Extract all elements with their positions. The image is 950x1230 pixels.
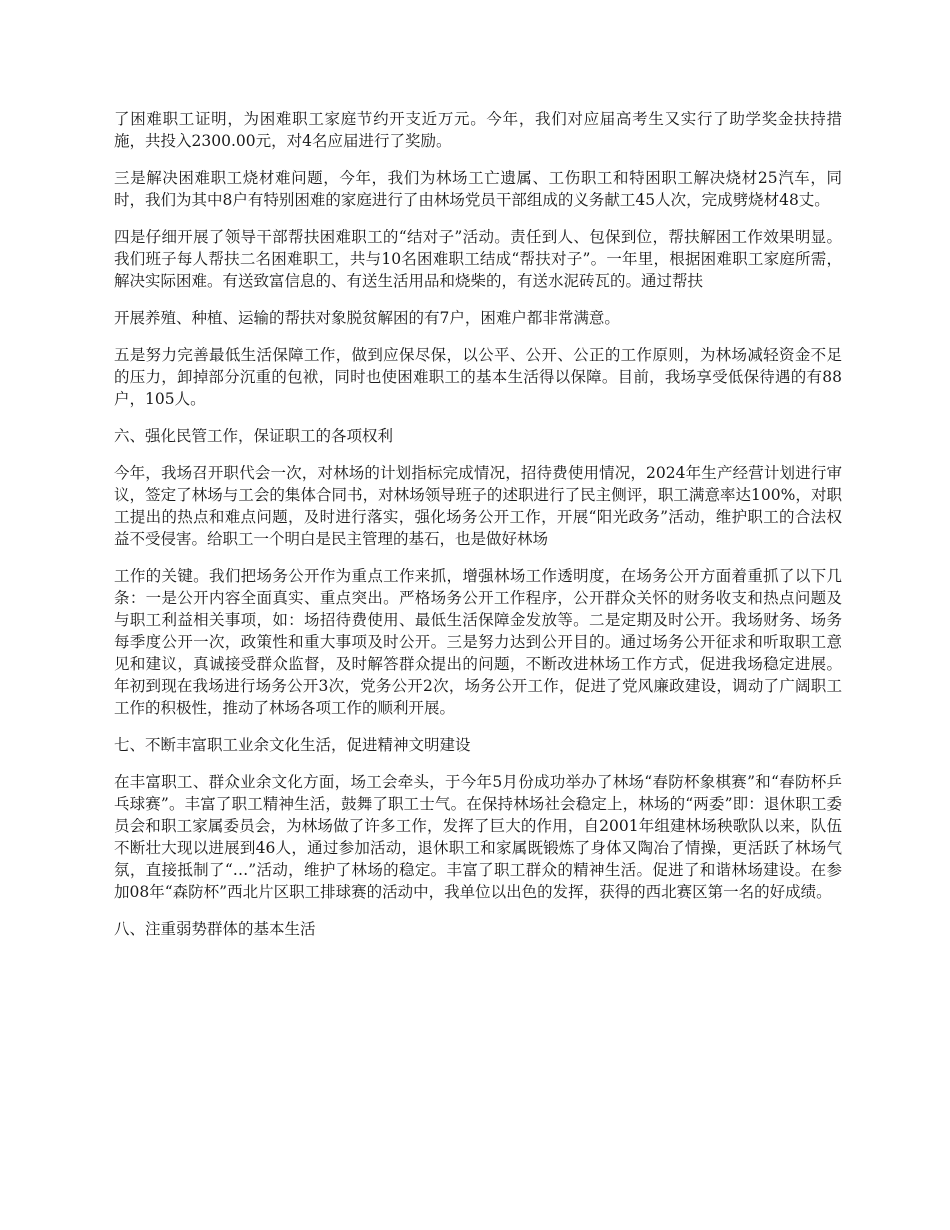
paragraph-hardship-certificate: 了困难职工证明，为困难职工家庭节约开支近万元。今年，我们对应届高考生又实行了助学奖金扶持措施，共投入2300.00元，对4名应届进行了奖励。	[114, 110, 842, 150]
paragraph-pairing-assistance: 四是仔细开展了领导干部帮扶困难职工的“结对子”活动。责任到人、包保到位，帮扶解困工作效果明显。我们班子每人帮扶二名困难职工，共与10名困难职工结成“帮扶对子”。一年里，根据困难职工家庭所需，解决实际困难。有送致富信息的、有送生活用品和烧柴的，有送水泥砖瓦的。通过帮扶	[114, 228, 842, 290]
paragraph-workers-congress: 今年，我场召开职代会一次，对林场的计划指标完成情况，招待费使用情况，2024年生产经营计划进行审议，签定了林场与工会的集体合同书，对林场领导班子的述职进行了民主侧评，职工满意率达100%，对职工提出的热点和难点问题，及时进行落实，强化场务公开工作，开展“阳光政务”活动，维护职工的合法权益不受侵害。给职工一个明白是民主管理的基石，也是做好林场	[114, 464, 842, 548]
paragraph-affairs-disclosure: 工作的关键。我们把场务公开作为重点工作来抓，增强林场工作透明度，在场务公开方面着重抓了以下几条：一是公开内容全面真实、重点突出。严格场务公开工作程序，公开群众关怀的财务收支和热点问题及与职工利益相关事项，如：场招待费使用、最低生活保障金发放等。二是定期及时公开。我场财务、场务每季度公开一次，政策性和重大事项及时公开。三是努力达到公开目的。通过场务公开征求和听取职工意见和建议，真诚接受群众监督，及时解答群众提出的问题，不断改进林场工作方式，促进我场稳定进展。年初到现在我场进行场务公开3次，党务公开2次，场务公开工作，促进了党风廉政建设，调动了广阔职工工作的积极性，推动了林场各项工作的顺利开展。	[114, 567, 842, 717]
section-heading-vulnerable-groups: 八、注重弱势群体的基本生活	[114, 920, 316, 938]
paragraph-minimum-living-security: 五是努力完善最低生活保障工作，做到应保尽保，以公平、公开、公正的工作原则，为林场减轻资金不足的压力，卸掉部分沉重的包袱，同时也使困难职工的基本生活得以保障。目前，我场享受低保待遇的有88户，105人。	[114, 346, 842, 408]
section-heading-cultural-life: 七、不断丰富职工业余文化生活，促进精神文明建设	[114, 736, 471, 754]
paragraph-cultural-activities: 在丰富职工、群众业余文化方面，场工会牵头，于今年5月份成功举办了林场“春防杯象棋赛”和“春防杯乒乓球赛”。丰富了职工精神生活，鼓舞了职工士气。在保持林场社会稳定上，林场的“两委”即：退休职工委员会和职工家属委员会，为林场做了许多工作，发挥了巨大的作用，自2001年组建林场秧歌队以来，队伍不断壮大现以进展到46人，通过参加活动，退休职工和家属既锻炼了身体又陶冶了情操，更活跃了林场气氛，直接抵制了“…”活动，维护了林场的稳定。丰富了职工群众的精神生活。促进了和谐林场建设。在参加08年“森防杯”西北片区职工排球赛的活动中，我单位以出色的发挥，获得的西北赛区第一名的好成绩。	[114, 773, 842, 901]
paragraph-poverty-relief-result: 开展养殖、种植、运输的帮扶对象脱贫解困的有7户，困难户都非常满意。	[114, 309, 620, 327]
paragraph-firewood: 三是解决困难职工烧材难问题，今年，我们为林场工亡遗属、工伤职工和特困职工解决烧材25汽车，同时，我们为其中8户有特别困难的家庭进行了由林场党员干部组成的义务献工45人次，完成劈烧材48丈。	[114, 169, 842, 209]
document-page	[114, 108, 842, 955]
section-heading-democratic-management: 六、强化民管工作，保证职工的各项权利	[114, 427, 394, 445]
